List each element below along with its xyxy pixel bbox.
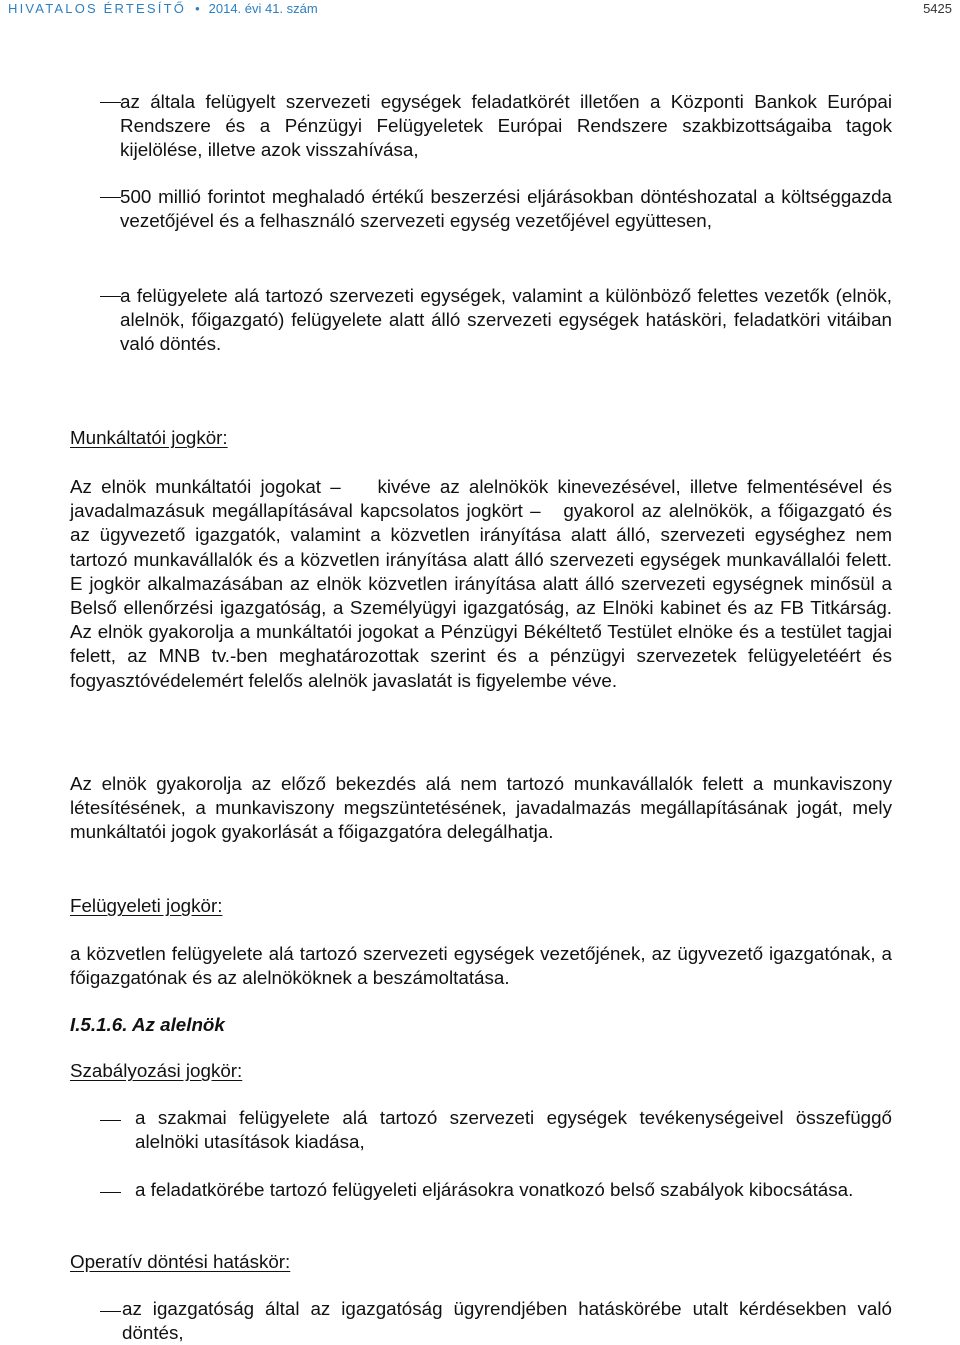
em-dash: – bbox=[530, 500, 541, 522]
page-number: 5425 bbox=[923, 1, 952, 16]
heading-felugyeleti: Felügyeleti jogkör: bbox=[70, 895, 223, 916]
paragraph-munkaltatoi-1: Az elnök munkáltatói jogokat – kivéve az alelnökök kinevezésével, illetve felmentésével és javadalmazásuk megállapításával kapcsolatos jogkört – gyakorol az alelnökök, a főigazgató és az ügyvezető igazgatók, valamint a közvetlen irányítása alatt álló, szervezeti egységhez nem tartozó munkavállalók és a közvetlen irányítása alatt álló szervezeti egységek munkavállalói felett. E jogkör alkalmazásában az elnök közvetlen irányítása alatt álló szervezeti egységnek minősül a Belső ellenőrzési igazgatóság, a Személyügyi igazgatóság, az Elnöki kabinet és az FB Titkárság. Az elnök gyakorolja a munkáltatói jogokat a Pénzügyi Békéltető Testület elnöke és a testület tagjai felett, az MNB tv.-ben meghatározottak szerint és a pénzügyi szervezetek felügyeletéért és fogyasztóvédelemért felelős alelnök javaslatát is figyelembe véve. bbox=[70, 476, 892, 691]
bullet-dash bbox=[100, 102, 121, 103]
paragraph-felugyeleti: a közvetlen felügyelete alá tartozó szervezeti egységek vezetőjének, az ügyvezető igazgatónak, a főigazgatónak és az alelnököknek a beszámoltatása. bbox=[70, 943, 892, 989]
em-dash: – bbox=[330, 476, 341, 497]
bullet-dash bbox=[100, 1192, 121, 1193]
bullet-dash bbox=[100, 1311, 121, 1312]
bullet-dash bbox=[100, 296, 121, 297]
issue-label: 2014. évi 41. szám bbox=[208, 1, 318, 16]
szabalyozasi-item-2: a feladatkörébe tartozó felügyeleti eljárásokra vonatkozó belső szabályok kibocsátása. bbox=[135, 1179, 854, 1200]
bullet-dash bbox=[100, 1120, 121, 1121]
publication-line bbox=[8, 1, 318, 16]
heading-operativ: Operatív döntési hatáskör: bbox=[70, 1251, 291, 1272]
bullet-item-2: 500 millió forintot meghaladó értékű beszerzési eljárásokban döntéshozatal a költséggazda vezetőjével és a felhasználó szervezeti egység vezetőjével együttesen, bbox=[120, 186, 892, 232]
bullet-dash bbox=[100, 197, 121, 198]
header-separator: • bbox=[195, 1, 200, 16]
paragraph-munkaltatoi-2: Az elnök gyakorolja az előző bekezdés alá nem tartozó munkavállalók felett a munkaviszony létesítésének, a munkaviszony megszüntetésének, javadalmazás megállapításának jogát, mely munkáltatói jogok gyakorlását a főigazgatóra delegálhatja. bbox=[70, 773, 892, 843]
bullet-item-3: a felügyelete alá tartozó szervezeti egységek, valamint a különböző felettes vezetők (elnök, alelnök, főigazgató) felügyelete alatt álló szervezeti egységek hatásköri, feladatköri vitáiban való döntés. bbox=[120, 285, 892, 355]
szabalyozasi-item-1: a szakmai felügyelete alá tartozó szervezeti egységek tevékenységeivel összefüggő alelnöki utasítások kiadása, bbox=[135, 1107, 892, 1153]
heading-munkaltatoi: Munkáltatói jogkör: bbox=[70, 427, 228, 448]
heading-szabalyozasi: Szabályozási jogkör: bbox=[70, 1060, 243, 1081]
publication-title: HIVATALOS ÉRTESÍTŐ bbox=[8, 1, 187, 16]
bullet-item-1: az általa felügyelt szervezeti egységek feladatkörét illetően a Központi Bankok Európai Rendszere és a Pénzügyi Felügyeletek Európai Rendszere szakbizottságaiba tagok kijelölése, illetve azok visszahívása, bbox=[120, 91, 892, 161]
operativ-item-1: az igazgatóság által az igazgatóság ügyrendjében hatáskörébe utalt kérdésekben való döntés, bbox=[122, 1298, 892, 1344]
section-title: I.5.1.6. Az alelnök bbox=[70, 1014, 225, 1035]
running-header bbox=[0, 0, 960, 22]
